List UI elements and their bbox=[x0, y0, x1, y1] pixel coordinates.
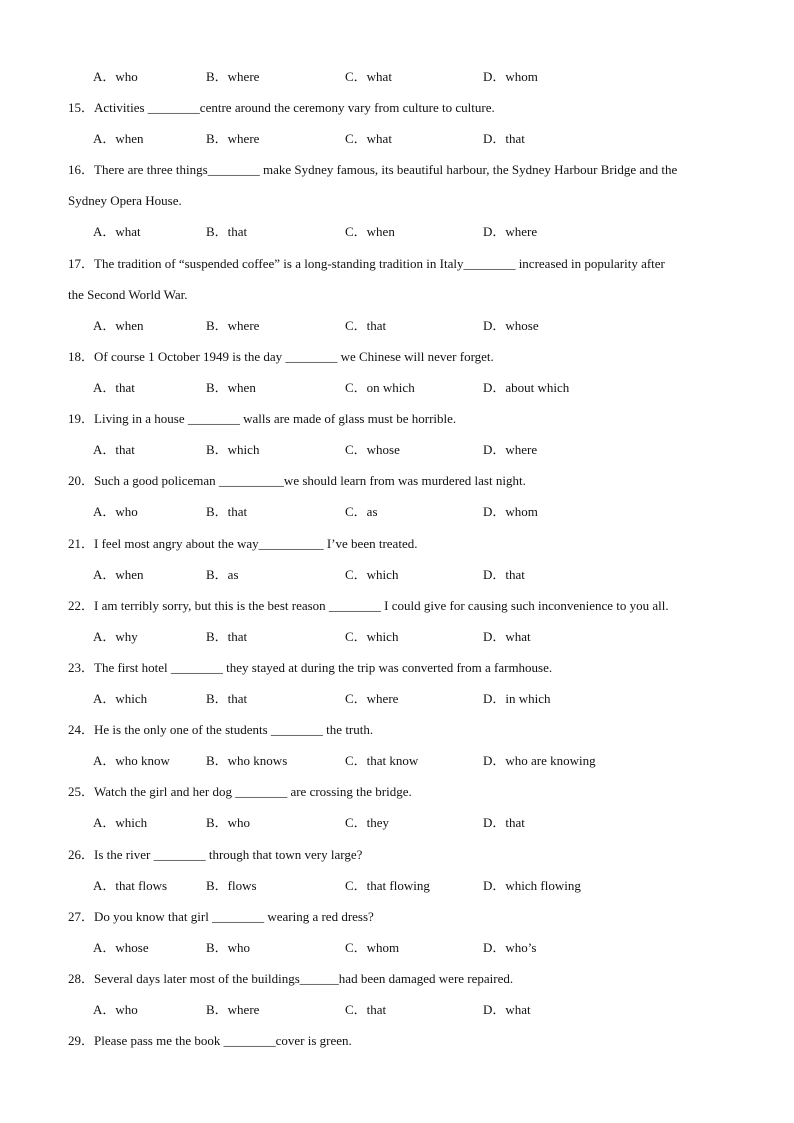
option-b[interactable]: B．that bbox=[206, 629, 248, 644]
options-row bbox=[68, 224, 748, 240]
question-text: Several days later most of the buildings______had been damaged were repaired. bbox=[94, 971, 514, 986]
option-c[interactable]: C．where bbox=[345, 691, 399, 706]
option-c[interactable]: C．whom bbox=[345, 940, 400, 955]
question-text: Watch the girl and her dog ________ are crossing the bridge. bbox=[94, 784, 412, 799]
options-row bbox=[68, 131, 748, 147]
options-row bbox=[68, 940, 748, 956]
question-27-stem bbox=[68, 909, 730, 925]
options-row bbox=[68, 380, 748, 396]
question-text: Activities ________centre around the ceremony vary from culture to culture. bbox=[94, 100, 495, 115]
options-row bbox=[68, 629, 748, 645]
options-row bbox=[68, 567, 748, 583]
option-d[interactable]: D．where bbox=[483, 442, 538, 457]
option-c[interactable]: C．what bbox=[345, 69, 392, 84]
question-number: 26． bbox=[68, 847, 95, 862]
question-21-stem bbox=[68, 536, 730, 552]
option-a[interactable]: A．when bbox=[93, 318, 144, 333]
question-16-stem-cont bbox=[68, 193, 730, 209]
option-d[interactable]: D．that bbox=[483, 567, 525, 582]
question-19-stem bbox=[68, 411, 730, 427]
option-b[interactable]: B．that bbox=[206, 691, 248, 706]
question-text: Such a good policeman __________we should learn from was murdered last night. bbox=[94, 473, 526, 488]
option-b[interactable]: B．where bbox=[206, 131, 260, 146]
question-26-stem bbox=[68, 847, 730, 863]
question-number: 16． bbox=[68, 162, 95, 177]
question-17-stem bbox=[68, 256, 730, 272]
question-number: 19． bbox=[68, 411, 95, 426]
option-a[interactable]: A．that bbox=[93, 380, 135, 395]
option-d[interactable]: D．what bbox=[483, 629, 531, 644]
option-b[interactable]: B．as bbox=[206, 567, 239, 582]
option-c[interactable]: C．which bbox=[345, 629, 399, 644]
option-b[interactable]: B．where bbox=[206, 318, 260, 333]
option-b[interactable]: B．where bbox=[206, 1002, 260, 1017]
question-text: Please pass me the book ________cover is green. bbox=[94, 1033, 352, 1048]
question-29-stem bbox=[68, 1033, 730, 1049]
option-d[interactable]: D．where bbox=[483, 224, 538, 239]
question-text: There are three things________ make Sydney famous, its beautiful harbour, the Sydney Harbour Bridge and the bbox=[94, 162, 678, 177]
question-text: Sydney Opera House. bbox=[68, 193, 182, 208]
option-a[interactable]: A．who bbox=[93, 1002, 138, 1017]
question-15-stem bbox=[68, 100, 730, 116]
question-number: 25． bbox=[68, 784, 95, 799]
option-b[interactable]: B．who bbox=[206, 815, 251, 830]
option-d[interactable]: D．that bbox=[483, 815, 525, 830]
options-row bbox=[68, 1002, 748, 1018]
question-number: 15． bbox=[68, 100, 95, 115]
options-row bbox=[68, 504, 748, 520]
option-d[interactable]: D．that bbox=[483, 131, 525, 146]
option-a[interactable]: A．which bbox=[93, 815, 148, 830]
option-a[interactable]: A．when bbox=[93, 131, 144, 146]
option-a[interactable]: A．who bbox=[93, 504, 138, 519]
option-a[interactable]: A．what bbox=[93, 224, 141, 239]
question-number: 28． bbox=[68, 971, 95, 986]
question-25-stem bbox=[68, 784, 730, 800]
question-20-stem bbox=[68, 473, 730, 489]
option-d[interactable]: D．which flowing bbox=[483, 878, 581, 893]
option-c[interactable]: C．that bbox=[345, 318, 387, 333]
option-b[interactable]: B．who knows bbox=[206, 753, 288, 768]
question-18-stem bbox=[68, 349, 730, 365]
option-a[interactable]: A．whose bbox=[93, 940, 149, 955]
question-23-stem bbox=[68, 660, 730, 676]
options-row bbox=[68, 318, 748, 334]
option-d[interactable]: D．what bbox=[483, 1002, 531, 1017]
option-b[interactable]: B．which bbox=[206, 442, 260, 457]
option-c[interactable]: C．which bbox=[345, 567, 399, 582]
option-c[interactable]: C．whose bbox=[345, 442, 400, 457]
option-b[interactable]: B．when bbox=[206, 380, 256, 395]
option-b[interactable]: B．who bbox=[206, 940, 251, 955]
option-c[interactable]: C．that flowing bbox=[345, 878, 430, 893]
question-number: 21． bbox=[68, 536, 95, 551]
question-number: 24． bbox=[68, 722, 95, 737]
question-text: Do you know that girl ________ wearing a red dress? bbox=[94, 909, 374, 924]
option-d[interactable]: D．who are knowing bbox=[483, 753, 596, 768]
option-d[interactable]: D．whom bbox=[483, 69, 538, 84]
option-a[interactable]: A．who bbox=[93, 69, 138, 84]
options-row bbox=[68, 69, 748, 85]
question-text: I feel most angry about the way__________ I’ve been treated. bbox=[94, 536, 418, 551]
options-row bbox=[68, 691, 748, 707]
options-row bbox=[68, 442, 748, 458]
question-28-stem bbox=[68, 971, 730, 987]
question-17-stem-cont bbox=[68, 287, 730, 303]
question-24-stem bbox=[68, 722, 730, 738]
question-number: 17． bbox=[68, 256, 95, 271]
option-a[interactable]: A．who know bbox=[93, 753, 170, 768]
option-c[interactable]: C．that bbox=[345, 1002, 387, 1017]
option-d[interactable]: D．whom bbox=[483, 504, 538, 519]
question-text: the Second World War. bbox=[68, 287, 188, 302]
option-d[interactable]: D．about which bbox=[483, 380, 570, 395]
question-number: 27． bbox=[68, 909, 95, 924]
option-b[interactable]: B．that bbox=[206, 504, 248, 519]
option-c[interactable]: C．they bbox=[345, 815, 390, 830]
question-16-stem bbox=[68, 162, 730, 178]
option-c[interactable]: C．as bbox=[345, 504, 378, 519]
question-text: Of course 1 October 1949 is the day ________ we Chinese will never forget. bbox=[94, 349, 494, 364]
question-number: 22． bbox=[68, 598, 95, 613]
option-a[interactable]: A．why bbox=[93, 629, 138, 644]
options-row bbox=[68, 753, 748, 769]
option-c[interactable]: C．what bbox=[345, 131, 392, 146]
question-number: 20． bbox=[68, 473, 95, 488]
option-b[interactable]: B．that bbox=[206, 224, 248, 239]
question-number: 23． bbox=[68, 660, 95, 675]
options-row bbox=[68, 815, 748, 831]
option-a[interactable]: A．when bbox=[93, 567, 144, 582]
question-text: I am terribly sorry, but this is the best reason ________ I could give for causing such inconvenience to you all. bbox=[94, 598, 669, 613]
option-c[interactable]: C．when bbox=[345, 224, 395, 239]
options-row bbox=[68, 878, 748, 894]
option-d[interactable]: D．in which bbox=[483, 691, 551, 706]
question-text: The tradition of “suspended coffee” is a long-standing tradition in Italy________ increased in popularity after bbox=[94, 256, 665, 271]
option-d[interactable]: D．whose bbox=[483, 318, 539, 333]
question-text: Is the river ________ through that town very large? bbox=[94, 847, 363, 862]
option-a[interactable]: A．that bbox=[93, 442, 135, 457]
question-number: 29． bbox=[68, 1033, 95, 1048]
question-text: Living in a house ________ walls are made of glass must be horrible. bbox=[94, 411, 457, 426]
option-d[interactable]: D．who’s bbox=[483, 940, 537, 955]
option-a[interactable]: A．which bbox=[93, 691, 148, 706]
option-b[interactable]: B．flows bbox=[206, 878, 257, 893]
question-text: He is the only one of the students ________ the truth. bbox=[94, 722, 374, 737]
question-text: The first hotel ________ they stayed at during the trip was converted from a farmhouse. bbox=[94, 660, 553, 675]
option-c[interactable]: C．that know bbox=[345, 753, 419, 768]
question-number: 18． bbox=[68, 349, 95, 364]
option-b[interactable]: B．where bbox=[206, 69, 260, 84]
option-a[interactable]: A．that flows bbox=[93, 878, 168, 893]
question-22-stem bbox=[68, 598, 730, 614]
option-c[interactable]: C．on which bbox=[345, 380, 415, 395]
